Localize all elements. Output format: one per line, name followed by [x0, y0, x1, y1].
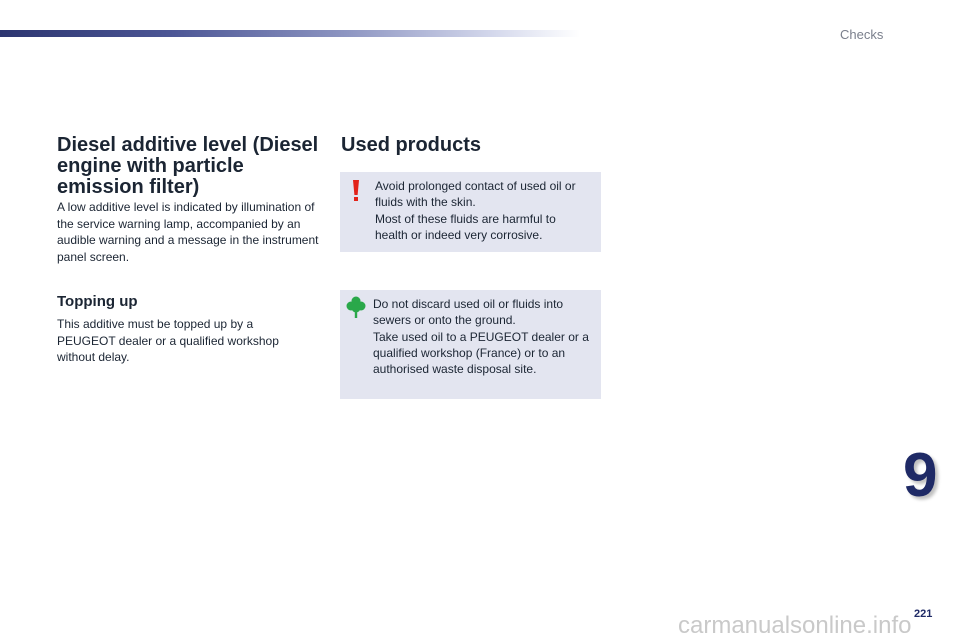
used-products-title: Used products	[341, 134, 482, 156]
topping-up-heading: Topping up	[57, 293, 138, 310]
exclamation-icon	[352, 180, 360, 202]
diesel-additive-title: Diesel additive level (Diesel engine with particle emission filter)	[57, 134, 319, 198]
header-gradient-bar	[0, 30, 580, 37]
environment-line-2: Take used oil to a PEUGEOT dealer or a qualified workshop (France) or to an authorised waste disposal site.	[373, 329, 589, 377]
page-number: 221	[914, 608, 933, 620]
warning-line-1: Avoid prolonged contact of used oil or fluids with the skin.	[375, 179, 576, 210]
section-label: Checks	[840, 27, 884, 42]
warning-line-2: Most of these fluids are harmful to health or indeed very corrosive.	[375, 211, 556, 242]
chapter-number: 9	[903, 441, 938, 510]
environment-note	[340, 290, 601, 399]
topping-up-text: This additive must be topped up by a PEUGEOT dealer or a qualified workshop without delay.	[57, 317, 279, 364]
tree-icon	[346, 296, 366, 318]
environment-line-1: Do not discard used oil or fluids into sewers or onto the ground.	[373, 297, 564, 328]
warning-note	[340, 172, 601, 252]
diesel-additive-intro: A low additive level is indicated by illumination of the service warning lamp, accompanied by an audible warning and a message in the instrument panel screen.	[57, 200, 319, 264]
watermark: carmanualsonline.info	[678, 612, 912, 639]
